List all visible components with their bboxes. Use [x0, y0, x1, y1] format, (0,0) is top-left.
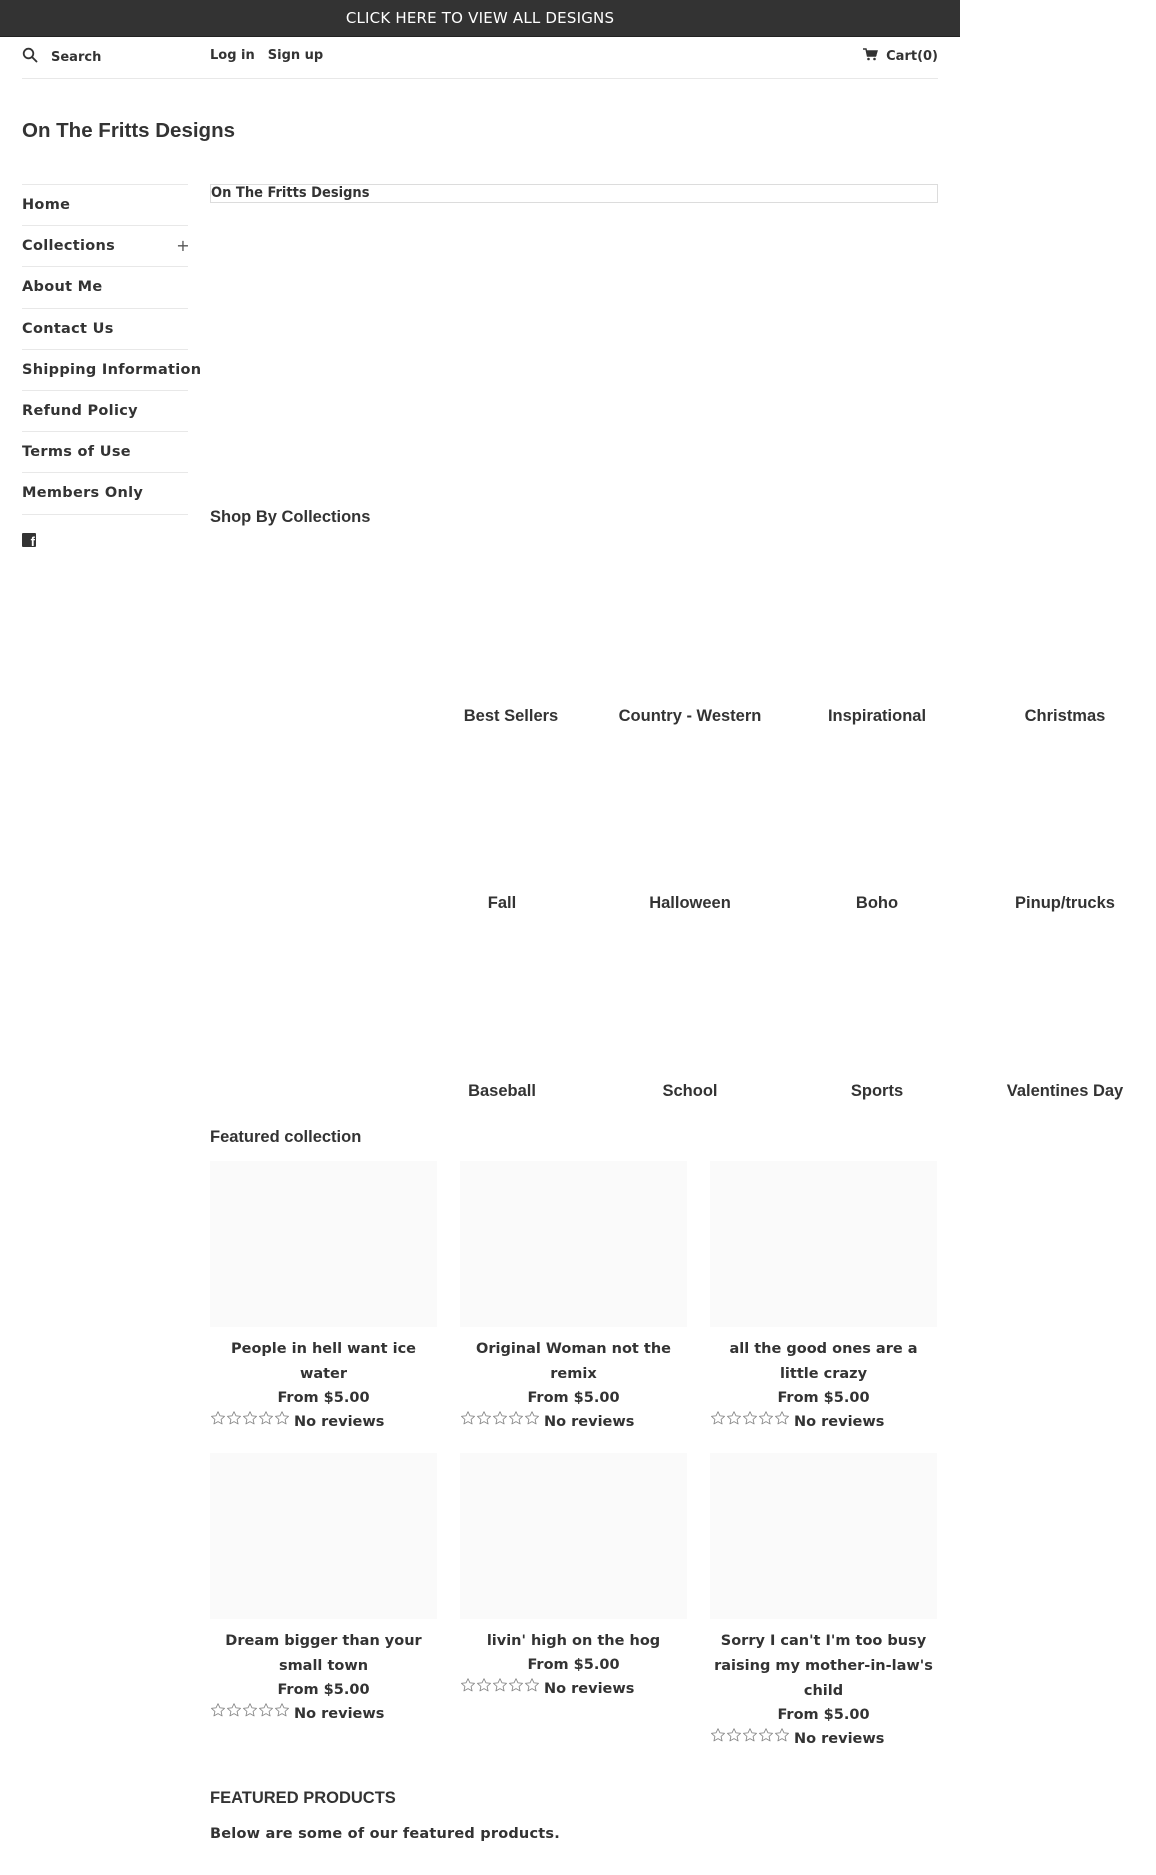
collections-heading: Shop By Collections — [210, 508, 371, 526]
sidebar-item-label: Contact Us — [22, 320, 114, 337]
product-image[interactable] — [460, 1161, 687, 1327]
product-card[interactable] — [210, 1161, 437, 1433]
collection-country-western[interactable]: Country - Western — [618, 707, 762, 725]
star-outline-icon — [258, 1702, 274, 1725]
star-rating — [210, 1702, 290, 1725]
star-outline-icon — [242, 1702, 258, 1725]
star-outline-icon — [774, 1727, 790, 1750]
search-form[interactable] — [22, 46, 191, 68]
product-title[interactable]: People in hell want ice water — [230, 1341, 417, 1382]
star-outline-icon — [710, 1727, 726, 1750]
product-title[interactable]: Sorry I can't I'm too busy raising my mother-in-law's child — [714, 1633, 933, 1699]
sidebar-item-label: Refund Policy — [22, 403, 138, 420]
facebook-glyph: f — [30, 534, 35, 549]
sidebar-item-contact-us[interactable] — [22, 309, 188, 350]
login-link[interactable]: Log in — [210, 48, 255, 63]
sidebar-nav — [22, 184, 202, 515]
star-outline-icon — [742, 1727, 758, 1750]
star-rating — [710, 1410, 790, 1433]
star-outline-icon — [274, 1702, 290, 1725]
search-input[interactable] — [51, 50, 191, 65]
sidebar-item-label: Members Only — [22, 485, 144, 502]
product-price: From $5.00 — [777, 1707, 870, 1723]
product-image[interactable] — [460, 1453, 687, 1619]
star-outline-icon — [492, 1410, 508, 1433]
reviews-count: No reviews — [294, 1413, 385, 1430]
featured-products-description: Below are some of our featured products. — [210, 1826, 560, 1842]
announcement-bar[interactable] — [0, 0, 960, 37]
product-price: From $5.00 — [527, 1657, 620, 1673]
cart-icon — [863, 48, 878, 65]
product-price: From $5.00 — [527, 1390, 620, 1406]
collection-school[interactable]: School — [662, 1082, 718, 1100]
star-rating — [210, 1410, 290, 1433]
star-outline-icon — [508, 1410, 524, 1433]
star-outline-icon — [460, 1677, 476, 1700]
product-image[interactable] — [210, 1453, 437, 1619]
product-image[interactable] — [710, 1453, 937, 1619]
star-outline-icon — [274, 1410, 290, 1433]
product-card[interactable] — [710, 1453, 937, 1750]
star-outline-icon — [774, 1410, 790, 1433]
reviews-count: No reviews — [294, 1705, 385, 1722]
cart-label: Cart(0) — [886, 49, 938, 64]
product-title[interactable]: all the good ones are a little crazy — [729, 1341, 918, 1382]
collection-best-sellers[interactable]: Best Sellers — [463, 707, 559, 725]
star-rating — [460, 1410, 540, 1433]
sidebar-item-label: Home — [22, 197, 71, 214]
star-rating — [710, 1727, 790, 1750]
hero-banner[interactable]: On The Fritts Designs — [210, 184, 938, 203]
product-rating — [210, 1410, 437, 1433]
reviews-count: No reviews — [794, 1413, 885, 1430]
reviews-count: No reviews — [794, 1730, 885, 1747]
star-rating — [460, 1677, 540, 1700]
collection-halloween[interactable]: Halloween — [649, 894, 731, 912]
announcement-text[interactable]: CLICK HERE TO VIEW ALL DESIGNS — [345, 9, 615, 27]
sidebar-item-refund-policy[interactable] — [22, 391, 188, 432]
star-outline-icon — [258, 1410, 274, 1433]
collection-christmas[interactable]: Christmas — [1024, 707, 1106, 725]
product-card[interactable] — [710, 1161, 937, 1433]
star-outline-icon — [210, 1702, 226, 1725]
collection-inspirational[interactable]: Inspirational — [827, 707, 927, 725]
star-outline-icon — [476, 1677, 492, 1700]
star-outline-icon — [226, 1702, 242, 1725]
reviews-count: No reviews — [544, 1413, 635, 1430]
product-title[interactable]: Dream bigger than your small town — [225, 1633, 422, 1674]
product-price: From $5.00 — [277, 1390, 370, 1406]
sidebar-item-about-me[interactable] — [22, 267, 188, 308]
sidebar-item-collections[interactable] — [22, 226, 188, 267]
star-outline-icon — [742, 1410, 758, 1433]
featured-products-heading: FEATURED PRODUCTS — [210, 1789, 396, 1807]
facebook-icon[interactable] — [22, 533, 36, 547]
product-card[interactable] — [460, 1453, 687, 1700]
product-rating — [710, 1727, 937, 1750]
star-outline-icon — [226, 1410, 242, 1433]
star-outline-icon — [758, 1410, 774, 1433]
product-price: From $5.00 — [777, 1390, 870, 1406]
collection-pinup-trucks[interactable]: Pinup/trucks — [1015, 894, 1115, 912]
star-outline-icon — [758, 1727, 774, 1750]
account-links — [210, 48, 323, 63]
site-header — [22, 38, 938, 79]
collection-baseball[interactable]: Baseball — [468, 1082, 536, 1100]
sidebar-item-label: Terms of Use — [22, 444, 131, 461]
star-outline-icon — [492, 1677, 508, 1700]
product-image[interactable] — [210, 1161, 437, 1327]
star-outline-icon — [524, 1677, 540, 1700]
featured-collection-heading: Featured collection — [210, 1128, 362, 1146]
reviews-count: No reviews — [544, 1680, 635, 1697]
sidebar-item-shipping-information[interactable] — [22, 350, 202, 391]
star-outline-icon — [210, 1410, 226, 1433]
collection-valentines-day[interactable]: Valentines Day — [1006, 1082, 1124, 1100]
star-outline-icon — [726, 1410, 742, 1433]
collection-boho[interactable]: Boho — [855, 894, 899, 912]
star-outline-icon — [710, 1410, 726, 1433]
sidebar-item-label: Shipping Information — [22, 361, 202, 378]
site-logo[interactable]: On The Fritts Designs — [22, 119, 235, 142]
product-rating — [710, 1410, 937, 1433]
sidebar-item-members-only[interactable] — [22, 473, 188, 514]
product-title[interactable]: Original Woman not the remix — [476, 1341, 671, 1382]
star-outline-icon — [726, 1727, 742, 1750]
star-outline-icon — [476, 1410, 492, 1433]
search-icon[interactable] — [22, 47, 38, 67]
cart-link[interactable] — [863, 48, 938, 65]
sidebar-item-label: About Me — [22, 279, 103, 296]
collection-sports[interactable]: Sports — [850, 1082, 904, 1100]
product-rating — [210, 1702, 437, 1725]
product-card[interactable] — [460, 1161, 687, 1433]
sidebar-item-home[interactable] — [22, 185, 188, 226]
product-rating — [460, 1410, 687, 1433]
star-outline-icon — [460, 1410, 476, 1433]
product-image[interactable] — [710, 1161, 937, 1327]
sidebar-item-terms-of-use[interactable] — [22, 432, 188, 473]
expand-plus-icon[interactable]: + — [176, 236, 190, 256]
star-outline-icon — [508, 1677, 524, 1700]
product-price: From $5.00 — [277, 1682, 370, 1698]
signup-link[interactable]: Sign up — [267, 48, 324, 63]
star-outline-icon — [524, 1410, 540, 1433]
sidebar-item-label: Collections — [22, 238, 116, 255]
collection-fall[interactable]: Fall — [487, 894, 517, 912]
star-outline-icon — [242, 1410, 258, 1433]
product-card[interactable] — [210, 1453, 437, 1725]
product-rating — [460, 1677, 687, 1700]
product-title[interactable]: livin' high on the hog — [486, 1633, 661, 1649]
